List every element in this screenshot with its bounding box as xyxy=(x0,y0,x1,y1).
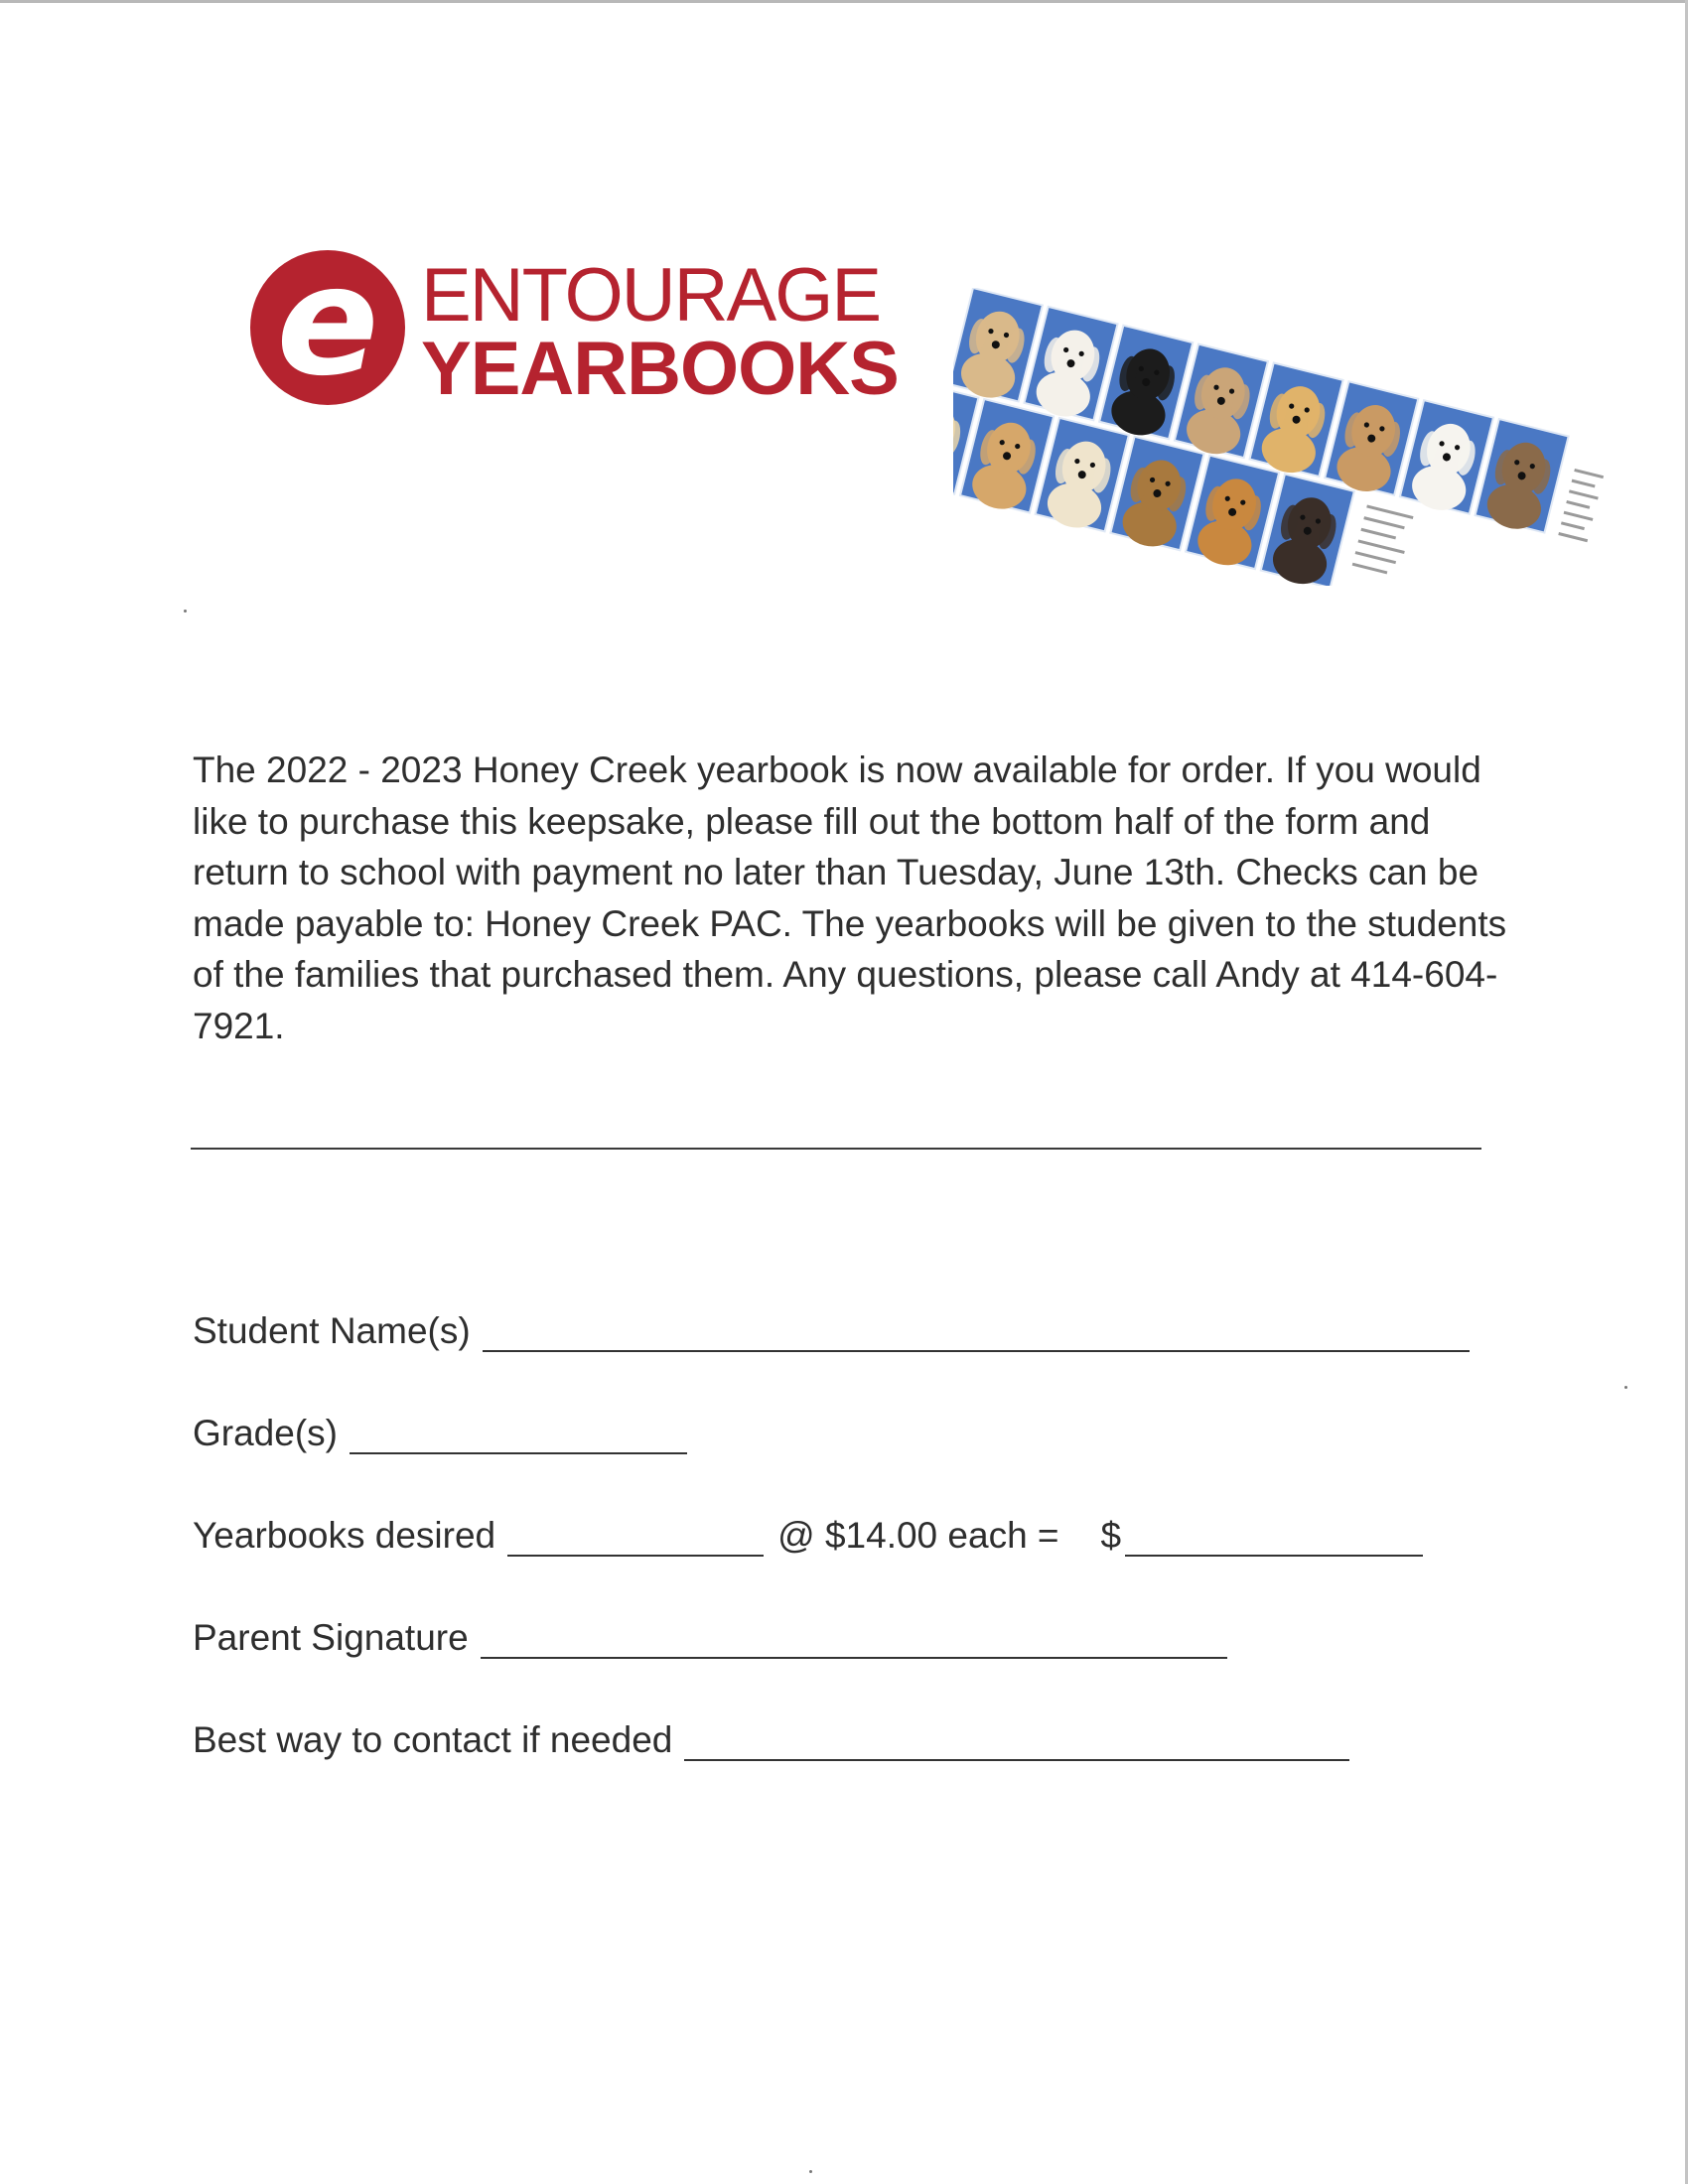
yearbook-photo-strip xyxy=(953,288,1648,586)
caption-scribble xyxy=(1566,500,1590,509)
caption-scribble xyxy=(1569,489,1599,499)
intro-paragraph: The 2022 - 2023 Honey Creek yearbook is now available for order. If you would like to purchase this keepsake, please fill out the bottom half of the form and return to school with payment no later than Tuesday, June 13th. Checks can be made payable to: Honey Creek PAC. The yearbooks will be given to the students of the families that purchased them. Any questions, please call Andy at 414-604-7921. xyxy=(193,750,1507,1046)
caption-scribble xyxy=(1572,479,1596,488)
logo-line-yearbooks: YEARBOOKS xyxy=(421,327,899,411)
yearbooks-row xyxy=(193,1515,1423,1557)
yearbooks-quantity-field[interactable] xyxy=(507,1521,764,1557)
signature-row xyxy=(193,1617,1227,1659)
caption-scribble xyxy=(1352,563,1388,575)
grade-field[interactable] xyxy=(350,1419,687,1454)
caption-scribble xyxy=(1355,551,1396,564)
caption-scribble xyxy=(1561,521,1585,530)
pet-portraits-icon xyxy=(953,288,1648,586)
contact-method-label: Best way to contact if needed xyxy=(193,1719,673,1760)
student-name-row xyxy=(193,1310,1470,1352)
grade-label: Grade(s) xyxy=(193,1413,338,1453)
scan-speck xyxy=(809,2170,812,2173)
dollar-sign: $ xyxy=(1100,1515,1122,1556)
caption-scribble xyxy=(1363,516,1404,529)
scan-speck xyxy=(184,610,187,613)
parent-signature-field[interactable] xyxy=(481,1623,1227,1659)
scan-edge-top xyxy=(0,0,1688,3)
caption-scribble xyxy=(1564,511,1594,521)
yearbooks-desired-label: Yearbooks desired xyxy=(193,1515,496,1556)
cut-line-divider xyxy=(191,1148,1481,1150)
total-amount-field[interactable] xyxy=(1125,1521,1423,1557)
logo-line-entourage: ENTOURAGE xyxy=(421,253,881,338)
caption-scribble xyxy=(1558,532,1588,542)
caption-scribble xyxy=(1574,469,1604,478)
scan-speck xyxy=(1624,1386,1627,1389)
logo-letter: e xyxy=(276,233,379,409)
student-name-label: Student Name(s) xyxy=(193,1310,471,1351)
logo-e-circle-icon xyxy=(250,233,405,409)
grade-row xyxy=(193,1413,687,1454)
caption-scribble xyxy=(1360,528,1396,540)
contact-row xyxy=(193,1719,1349,1761)
contact-method-field[interactable] xyxy=(684,1725,1349,1761)
entourage-yearbooks-logo xyxy=(250,233,899,411)
caption-scribble xyxy=(1366,505,1413,520)
student-name-field[interactable] xyxy=(483,1316,1470,1352)
caption-scribble xyxy=(1357,539,1404,554)
price-each-text: @ $14.00 each = xyxy=(777,1515,1059,1556)
parent-signature-label: Parent Signature xyxy=(193,1617,469,1658)
